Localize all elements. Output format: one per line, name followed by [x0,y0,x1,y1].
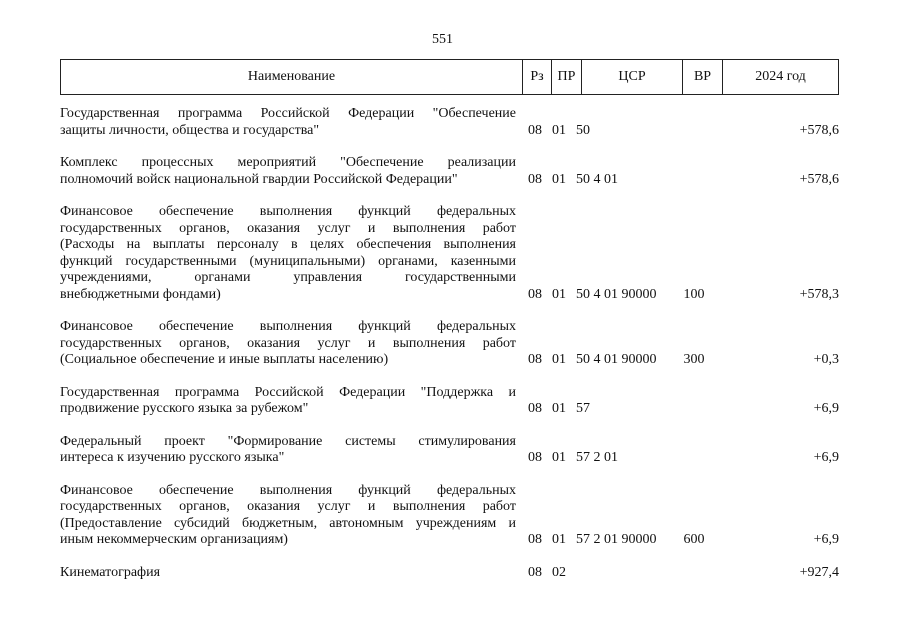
row-csr: 57 [576,401,590,416]
row-vr: 300 [683,352,705,367]
table-row [60,319,839,369]
row-csr: 50 4 01 [576,171,618,187]
row-name-line: интереса к изучению русского языка" [60,450,285,465]
row-name-line: полномочий войск национальной гвардии Российской Федерации" [60,171,458,187]
row-name-line: Кинематография [60,564,161,580]
row-name [60,434,516,467]
row-csr: 57 2 01 [576,450,618,465]
header-csr: ЦСР [581,60,682,94]
header-name: Наименование [247,69,336,84]
row-value: +927,4 [799,564,839,580]
row-name [60,483,516,549]
row-value: +6,9 [813,450,839,465]
row-value: +578,6 [799,171,839,187]
row-name-line: Государственная программа Российской Федерации "Обеспечение [60,106,516,121]
row-name-line: (Расходы на выплаты персоналу в целях обеспечения выполнения [60,237,516,252]
row-pr: 01 [552,171,566,187]
row-name [60,565,516,582]
row-rz: 08 [528,122,542,138]
row-name [60,204,516,303]
header-pr: ПР [551,60,581,94]
row-name-line: защиты личности, общества и государства" [60,122,320,138]
row-rz: 08 [528,286,542,302]
row-name-line: функций государственными (муниципальными) органами, казенными [60,253,516,269]
row-rz: 08 [528,352,542,367]
row-pr: 01 [552,122,566,138]
row-name [60,106,516,139]
row-pr: 01 [552,532,566,547]
row-name-line: продвижение русского языка за рубежом" [60,401,309,416]
row-rz: 08 [528,532,542,547]
row-pr: 02 [552,564,566,580]
row-name-line: государственных органов, оказания услуг и выполнения работ [60,499,516,514]
row-name-line: иным некоммерческим организациям) [60,532,288,547]
table-row [60,483,839,549]
row-name-line: Финансовое обеспечение выполнения функций федеральных [60,204,516,219]
row-value: +6,9 [813,401,839,416]
row-value: +578,6 [799,122,839,138]
row-pr: 01 [552,450,566,465]
row-name [60,385,516,418]
row-name-line: государственных органов, оказания услуг и выполнения работ [60,220,516,236]
row-name-line: (Социальное обеспечение и иные выплаты населению) [60,352,389,367]
row-pr: 01 [552,286,566,302]
row-csr: 50 [576,122,590,138]
header-vr: ВР [682,60,722,94]
row-name-line: Государственная программа Российской Федерации "Поддержка и [60,384,516,400]
row-name-line: Финансовое обеспечение выполнения функций федеральных [60,482,516,498]
table-body [60,106,839,597]
row-value: +0,3 [813,352,839,367]
row-name-line: учреждениями, органами управления государственными [60,270,516,285]
row-rz: 08 [528,401,542,416]
row-name-line: государственных органов, оказания услуг и выполнения работ [60,335,516,351]
page-number: 551 [432,32,453,47]
row-csr: 57 2 01 90000 [576,532,657,547]
row-name-line: внебюджетными фондами) [60,286,221,302]
row-rz: 08 [528,564,542,580]
header-year: 2024 год [722,60,838,94]
header-rz: Рз [522,60,551,94]
table-row [60,106,839,139]
row-name-line: Федеральный проект "Формирование системы стимулирования [60,433,516,449]
table-row [60,434,839,467]
row-pr: 01 [552,352,566,367]
row-vr: 100 [683,286,705,302]
row-rz: 08 [528,450,542,465]
row-value: +578,3 [799,286,839,302]
table-row [60,155,839,188]
row-pr: 01 [552,401,566,416]
row-name [60,319,516,369]
table-row [60,385,839,418]
row-name-line: Комплекс процессных мероприятий "Обеспечение реализации [60,155,516,170]
row-csr: 50 4 01 90000 [576,352,657,367]
row-vr: 600 [683,532,705,547]
table-header [60,59,839,95]
row-rz: 08 [528,171,542,187]
row-name-line: Финансовое обеспечение выполнения функций федеральных [60,319,516,334]
row-name-line: (Предоставление субсидий бюджетным, автономным учреждениям и [60,515,516,531]
table-row [60,565,839,582]
row-csr: 50 4 01 90000 [576,286,657,302]
table-row [60,204,839,303]
row-value: +6,9 [813,532,839,547]
row-name [60,155,516,188]
